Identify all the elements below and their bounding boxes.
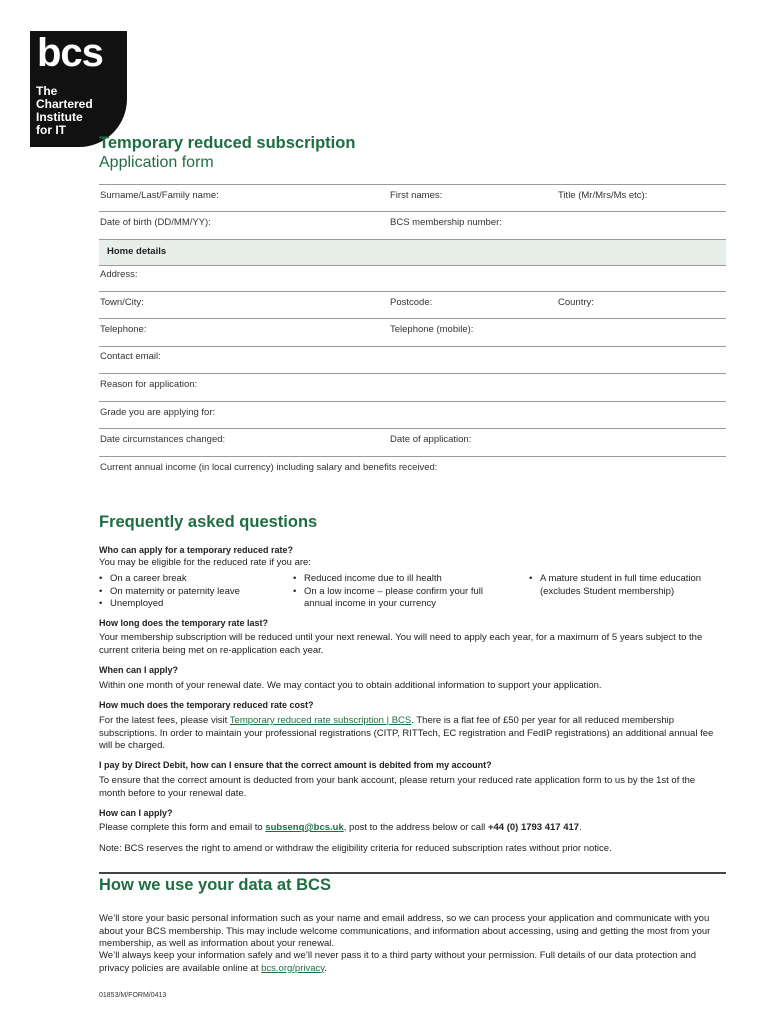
form-divider	[99, 373, 726, 374]
income-field[interactable]: Current annual income (in local currency) including salary and benefits received:	[100, 462, 438, 473]
faq-answer-5: To ensure that the correct amount is deducted from your bank account, please return your reduced rate application form to us by the 1st of the month before to your renewal date.	[99, 775, 696, 799]
list-item: • Unemployed	[99, 598, 284, 611]
list-item: • On a career break	[99, 573, 284, 586]
faq-question-1: Who can apply for a temporary reduced rate?	[99, 545, 294, 555]
logo-line-1: The	[36, 84, 58, 98]
logo-line-2: Chartered	[36, 97, 93, 111]
telephone-field[interactable]: Telephone:	[100, 324, 147, 335]
faq-note: Note: BCS reserves the right to amend or withdraw the eligibility criteria for reduced subscription rates without prior notice.	[99, 843, 612, 854]
grade-field[interactable]: Grade you are applying for:	[100, 407, 216, 418]
faq-heading: Frequently asked questions	[99, 513, 318, 531]
faq-question-4: How much does the temporary reduced rate cost?	[99, 700, 314, 710]
data-heading: How we use your data at BCS	[99, 876, 331, 894]
faq-question-5: I pay by Direct Debit, how can I ensure that the correct amount is debited from my account?	[99, 760, 492, 770]
postcode-field[interactable]: Postcode:	[390, 297, 433, 308]
paragraph-text: .	[324, 962, 327, 974]
form-code: 01853/M/FORM/0413	[99, 992, 167, 999]
faq-question-6: How can I apply?	[99, 808, 173, 818]
form-divider	[99, 346, 726, 347]
surname-field[interactable]: Surname/Last/Family name:	[100, 190, 219, 201]
reduced-rate-link[interactable]: Temporary reduced rate subscription | BCS	[229, 715, 412, 726]
home-details-heading: Home details	[107, 246, 167, 257]
data-paragraph-1: We’ll store your basic personal information such as your name and email address, so we can process your application and communicate with you about your BCS membership. This may include welcome communications, and information about accessing, using and getting the most from your membership, as well as information about your renewal.	[99, 913, 711, 949]
data-section-divider	[99, 872, 726, 874]
title-field[interactable]: Title (Mr/Mrs/Ms etc):	[558, 190, 648, 201]
list-item: • On a low income – please confirm your full annual income in your currency	[293, 586, 513, 611]
country-field[interactable]: Country:	[558, 297, 594, 308]
data-paragraph-2	[99, 950, 724, 975]
town-field[interactable]: Town/City:	[100, 297, 144, 308]
form-divider	[99, 401, 726, 402]
faq-answer-6	[99, 822, 724, 835]
reason-field[interactable]: Reason for application:	[100, 379, 198, 390]
form-divider	[99, 428, 726, 429]
faq-answer-2: Your membership subscription will be reduced until your next renewal. You will need to apply each year, for a maximum of 5 years subject to the current criteria being met on re-application each year.	[99, 632, 703, 656]
dob-field[interactable]: Date of birth (DD/MM/YY):	[100, 217, 211, 228]
form-divider	[99, 184, 726, 185]
eligibility-list-3	[529, 573, 725, 598]
eligibility-list-1	[99, 573, 284, 611]
faq-answer-4	[99, 715, 724, 753]
form-divider	[99, 291, 726, 292]
privacy-link[interactable]: bcs.org/privacy	[261, 962, 325, 974]
logo-line-3: Institute	[36, 110, 83, 124]
form-divider	[99, 456, 726, 457]
date-changed-field[interactable]: Date circumstances changed:	[100, 434, 226, 445]
list-item: • Reduced income due to ill health	[293, 573, 513, 586]
answer-text: , post to the address below or call	[343, 822, 488, 833]
answer-text: . There is a flat fee of £50 per year for all reduced membership subscriptions. In order to maintain your professional registrations (CITP, RITTech, EC registration and FedIP registrations) an additional annual fee will be charged.	[99, 715, 714, 751]
faq-answer-3: Within one month of your renewal date. We may contact you to obtain additional information to support your application.	[99, 680, 602, 691]
answer-text: For the latest fees, please visit	[99, 715, 230, 726]
first-names-field[interactable]: First names:	[390, 190, 443, 201]
faq-question-2: How long does the temporary rate last?	[99, 618, 269, 628]
logo-line-4: for IT	[36, 123, 66, 137]
paragraph-text: We’ll always keep your information safely and we’ll never pass it to a third party without your permission. Full details of our data protection and privacy policies are available online at	[99, 950, 697, 974]
date-application-field[interactable]: Date of application:	[390, 434, 472, 445]
membership-number-field[interactable]: BCS membership number:	[390, 217, 502, 228]
email-field[interactable]: Contact email:	[100, 351, 161, 362]
faq-question-3: When can I apply?	[99, 665, 179, 675]
form-title: Temporary reduced subscription	[99, 134, 356, 152]
bcs-logo	[30, 31, 127, 147]
address-field[interactable]: Address:	[100, 269, 138, 280]
faq-answer-1: You may be eligible for the reduced rate if you are:	[99, 557, 311, 568]
home-details-band	[99, 239, 726, 266]
subsenq-email-link[interactable]: subsenq@bcs.uk	[265, 822, 344, 833]
phone-number: +44 (0) 1793 417 417	[487, 822, 580, 833]
form-divider	[99, 211, 726, 212]
mobile-field[interactable]: Telephone (mobile):	[390, 324, 474, 335]
logo-tagline	[36, 85, 93, 137]
answer-text: .	[579, 822, 582, 833]
list-item: • A mature student in full time education (excludes Student membership)	[529, 573, 725, 598]
form-divider	[99, 318, 726, 319]
answer-text: Please complete this form and email to	[99, 822, 266, 833]
form-subtitle: Application form	[99, 154, 214, 171]
logo-mark: bcs	[37, 31, 103, 75]
list-item: • On maternity or paternity leave	[99, 586, 284, 599]
eligibility-list-2	[293, 573, 513, 611]
